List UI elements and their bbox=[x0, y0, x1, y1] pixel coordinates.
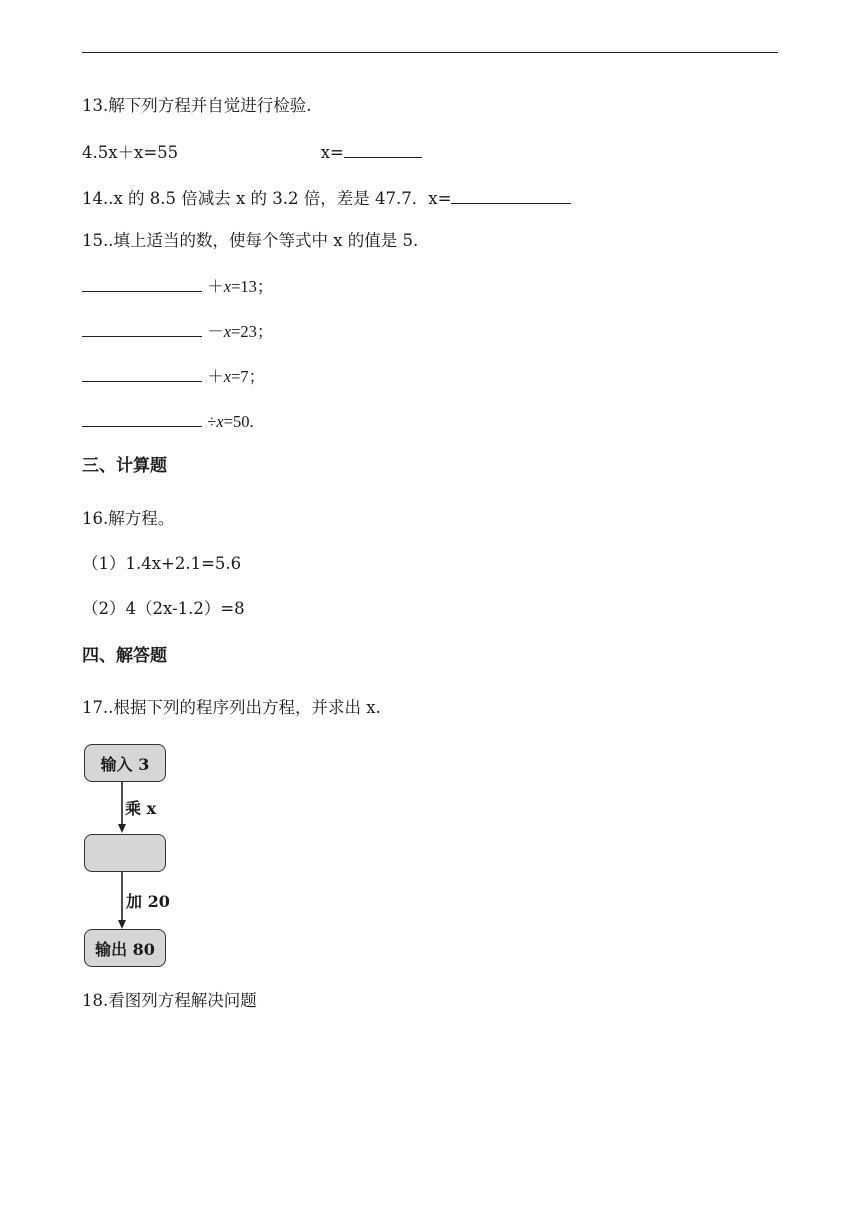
question-16-item-1: （1）1.4x+2.1=5.6 bbox=[82, 554, 242, 573]
fill-blank-2[interactable] bbox=[82, 320, 202, 337]
question-15-item-3 bbox=[82, 365, 265, 388]
flow-step-1-label: 乘 x bbox=[125, 799, 157, 818]
flow-input-box bbox=[84, 744, 166, 782]
equation-rest: =50. bbox=[223, 412, 254, 431]
variable: x bbox=[223, 277, 232, 296]
variable: x bbox=[223, 322, 232, 341]
question-15-item-1 bbox=[82, 275, 273, 298]
question-15-item-2 bbox=[82, 320, 273, 343]
flow-output-label: 输出 80 bbox=[95, 939, 155, 959]
question-14-text: 14..x 的 8.5 倍减去 x 的 3.2 倍，差是 47.7．x= bbox=[82, 189, 452, 208]
variable: x bbox=[223, 367, 232, 386]
flow-input-label: 输入 3 bbox=[100, 754, 150, 774]
question-13-answer-prefix: x= bbox=[320, 143, 344, 162]
operator: ＋ bbox=[207, 277, 224, 296]
question-13-equation-row bbox=[82, 141, 422, 164]
equation-rest: =7； bbox=[231, 367, 266, 386]
operator: ＋ bbox=[207, 367, 224, 386]
equation-rest: =23； bbox=[231, 322, 274, 341]
flow-step-2-label: 加 20 bbox=[126, 892, 170, 911]
variable: x bbox=[216, 412, 224, 431]
operator: ÷ bbox=[207, 412, 217, 431]
equation-rest: =13； bbox=[231, 277, 274, 296]
fill-blank-3[interactable] bbox=[82, 365, 202, 382]
operator: － bbox=[207, 322, 224, 341]
question-15-item-4 bbox=[82, 410, 254, 433]
question-15-title: 15..填上适当的数，使每个等式中 x 的值是 5. bbox=[82, 231, 419, 250]
question-13-equation: 4.5x＋x=55 bbox=[82, 143, 179, 162]
flow-output-box bbox=[84, 929, 166, 967]
question-14-row bbox=[82, 187, 571, 210]
flow-middle-box bbox=[84, 834, 166, 872]
fill-blank-4[interactable] bbox=[82, 410, 202, 427]
question-18-title: 18.看图列方程解决问题 bbox=[82, 991, 257, 1010]
question-14-answer-blank[interactable] bbox=[451, 187, 571, 204]
question-13-answer-blank[interactable] bbox=[344, 141, 422, 158]
question-16-title: 16.解方程。 bbox=[82, 509, 175, 528]
question-16-item-2: （2）4（2x-1.2）=8 bbox=[82, 599, 245, 618]
question-13-title: 13.解下列方程并自觉进行检验. bbox=[82, 96, 312, 115]
section-4-heading: 四、解答题 bbox=[82, 646, 167, 666]
question-17-title: 17..根据下列的程序列出方程，并求出 x. bbox=[82, 698, 381, 717]
fill-blank-1[interactable] bbox=[82, 275, 202, 292]
header-rule bbox=[82, 52, 778, 53]
section-3-heading: 三、计算题 bbox=[82, 456, 167, 476]
